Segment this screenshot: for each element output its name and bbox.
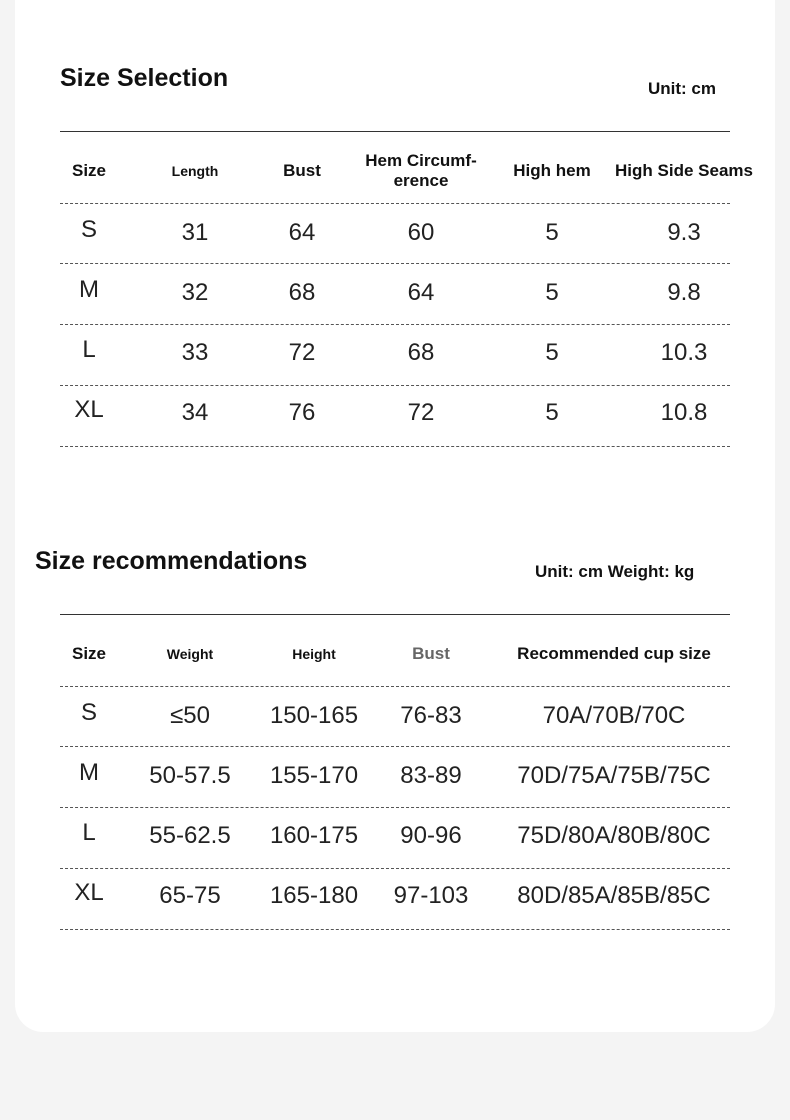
size-recommendations-unit: Unit: cm Weight: kg — [535, 562, 695, 581]
size-cell: XL — [74, 879, 104, 906]
size-selection-unit: Unit: cm — [648, 79, 716, 98]
column-header: Height — [292, 646, 336, 662]
table-cell: 65-75 — [159, 882, 221, 909]
size-selection-top-rule — [60, 131, 730, 132]
row-divider — [60, 446, 730, 447]
column-header: Recommended cup size — [517, 644, 711, 663]
row-divider — [60, 807, 730, 808]
column-header: Size — [71, 644, 107, 663]
size-recommendations-title: Size recommendations — [35, 547, 308, 575]
table-cell: 5 — [545, 399, 559, 426]
table-cell: 155-170 — [269, 762, 359, 789]
table-cell: 160-175 — [269, 822, 359, 849]
table-cell: ≤50 — [170, 702, 210, 729]
table-cell: 31 — [181, 219, 209, 246]
row-divider — [60, 686, 730, 687]
size-cell: XL — [74, 396, 104, 423]
row-divider — [60, 203, 730, 204]
table-cell: 165-180 — [269, 882, 359, 909]
row-divider — [60, 929, 730, 930]
row-divider — [60, 385, 730, 386]
size-cell: L — [82, 819, 96, 846]
size-cell: M — [79, 276, 99, 303]
table-cell: 33 — [181, 339, 209, 366]
column-header: High hem — [513, 161, 591, 180]
table-cell: 64 — [407, 279, 435, 306]
table-cell: 60 — [407, 219, 435, 246]
table-cell: 70D/75A/75B/75C — [517, 762, 711, 789]
column-header: Size — [71, 161, 107, 180]
size-cell: S — [80, 216, 98, 243]
table-cell: 80D/85A/85B/85C — [517, 882, 711, 909]
column-header: Length — [171, 163, 219, 179]
table-cell: 72 — [407, 399, 435, 426]
table-cell: 68 — [288, 279, 316, 306]
row-divider — [60, 868, 730, 869]
row-divider — [60, 263, 730, 264]
table-cell: 64 — [288, 219, 316, 246]
table-cell: 90-96 — [400, 822, 462, 849]
table-cell: 76 — [288, 399, 316, 426]
column-header: High Side Seams — [615, 161, 753, 180]
row-divider — [60, 324, 730, 325]
table-cell: 5 — [545, 279, 559, 306]
table-cell: 5 — [545, 339, 559, 366]
table-cell: 10.3 — [660, 339, 708, 366]
row-divider — [60, 746, 730, 747]
table-cell: 50-57.5 — [149, 762, 231, 789]
size-cell: L — [82, 336, 96, 363]
table-cell: 10.8 — [660, 399, 708, 426]
table-cell: 9.8 — [667, 279, 701, 306]
table-cell: 68 — [407, 339, 435, 366]
size-selection-title: Size Selection — [60, 64, 229, 92]
table-cell: 55-62.5 — [149, 822, 231, 849]
table-cell: 83-89 — [400, 762, 462, 789]
size-recommendations-top-rule — [60, 614, 730, 615]
size-cell: M — [79, 759, 99, 786]
table-cell: 72 — [288, 339, 316, 366]
table-cell: 9.3 — [667, 219, 701, 246]
table-cell: 150-165 — [269, 702, 359, 729]
size-cell: S — [80, 699, 98, 726]
table-cell: 97-103 — [393, 882, 469, 909]
table-cell: 5 — [545, 219, 559, 246]
table-cell: 70A/70B/70C — [542, 702, 686, 729]
column-header: Bust — [283, 161, 321, 180]
table-cell: 32 — [181, 279, 209, 306]
column-header: Bust — [412, 644, 450, 663]
table-cell: 75D/80A/80B/80C — [517, 822, 711, 849]
table-cell: 76-83 — [400, 702, 462, 729]
column-header: Hem Circumf- erence — [365, 151, 477, 190]
table-cell: 34 — [181, 399, 209, 426]
column-header: Weight — [166, 646, 214, 662]
